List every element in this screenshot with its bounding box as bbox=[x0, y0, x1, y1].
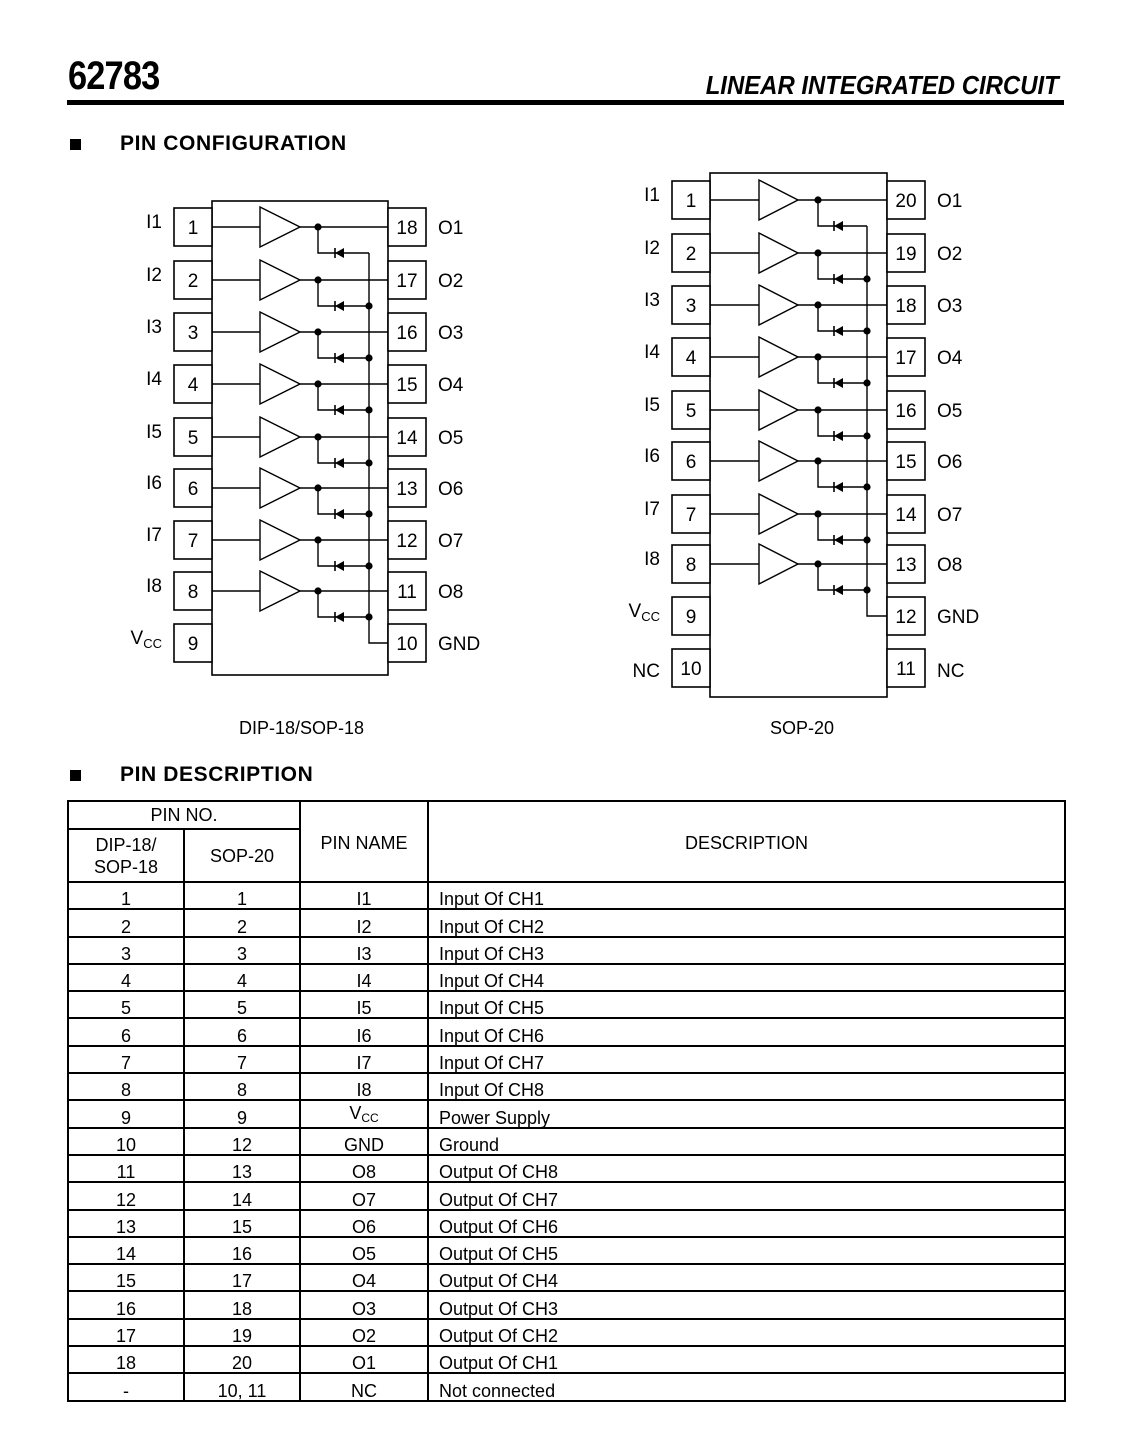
pin-label bbox=[644, 342, 660, 363]
dip18-caption: DIP-18/SOP-18 bbox=[239, 718, 365, 738]
header-description: DESCRIPTION bbox=[428, 801, 1065, 882]
diode-icon bbox=[834, 326, 843, 336]
cell-pin-name: O6 bbox=[300, 1210, 428, 1237]
cell-description: Input Of CH4 bbox=[428, 964, 1065, 991]
cell-dip18-pin: 5 bbox=[68, 991, 184, 1018]
buffer-icon bbox=[759, 180, 798, 220]
buffer-icon bbox=[260, 260, 300, 300]
cell-sop20-pin: 6 bbox=[184, 1018, 300, 1045]
cell-pin-name: O4 bbox=[300, 1264, 428, 1291]
pin-number: 6 bbox=[187, 479, 199, 500]
pin-label-main: V bbox=[628, 601, 642, 622]
cell-pin-name: I5 bbox=[300, 991, 428, 1018]
pin-label bbox=[629, 601, 660, 624]
buffer-icon bbox=[260, 571, 300, 611]
cell-pin-name: I3 bbox=[300, 937, 428, 964]
header-sop20: SOP-20 bbox=[184, 829, 300, 882]
pin-number: 3 bbox=[685, 296, 697, 317]
pin-label bbox=[644, 446, 660, 467]
pin-label bbox=[633, 661, 660, 682]
cell-sop20-pin: 9 bbox=[184, 1100, 300, 1127]
pin-label bbox=[146, 265, 162, 286]
cell-pin-name: I7 bbox=[300, 1046, 428, 1073]
cell-pin-name: I8 bbox=[300, 1073, 428, 1100]
cell-description: Ground bbox=[428, 1128, 1065, 1155]
pin-label bbox=[146, 317, 162, 338]
buffer-icon bbox=[260, 520, 300, 560]
cell-description: Input Of CH1 bbox=[428, 882, 1065, 909]
cell-description: Power Supply bbox=[428, 1100, 1065, 1127]
sop20-caption: SOP-20 bbox=[770, 718, 835, 738]
pin-number: 5 bbox=[187, 428, 199, 449]
pin-label-main: I3 bbox=[644, 290, 660, 311]
pin-number: 3 bbox=[187, 323, 199, 344]
pin-number: 13 bbox=[895, 555, 917, 576]
table-row bbox=[68, 882, 1065, 909]
pin-number: 1 bbox=[187, 218, 199, 239]
pin-label: O5 bbox=[937, 401, 963, 422]
pin-label-main: I8 bbox=[644, 549, 660, 570]
pin-label bbox=[644, 185, 660, 206]
cell-dip18-pin: 8 bbox=[68, 1073, 184, 1100]
diode-icon bbox=[335, 405, 344, 415]
pin-label-main: I4 bbox=[146, 369, 162, 390]
pin-label-main: I4 bbox=[644, 342, 660, 363]
cell-dip18-pin: 10 bbox=[68, 1128, 184, 1155]
pin-label: O7 bbox=[438, 531, 464, 552]
cell-dip18-pin: 12 bbox=[68, 1182, 184, 1209]
cell-pin-name: GND bbox=[300, 1128, 428, 1155]
pin-number: 2 bbox=[187, 271, 199, 292]
cell-description: Input Of CH3 bbox=[428, 937, 1065, 964]
table-row bbox=[68, 1073, 1065, 1100]
cell-sop20-pin: 4 bbox=[184, 964, 300, 991]
document-category: LINEAR INTEGRATED CIRCUIT bbox=[705, 70, 1059, 100]
cell-pin-name: O1 bbox=[300, 1346, 428, 1373]
pin-label: O1 bbox=[937, 191, 963, 212]
pin-number: 11 bbox=[896, 659, 916, 680]
table-row bbox=[68, 1264, 1065, 1291]
cell-dip18-pin: 4 bbox=[68, 964, 184, 991]
cell-description: Input Of CH7 bbox=[428, 1046, 1065, 1073]
buffer-icon bbox=[759, 544, 798, 584]
pin-label-main: I2 bbox=[644, 238, 660, 259]
cell-dip18-pin: 9 bbox=[68, 1100, 184, 1127]
pin-number: 11 bbox=[397, 582, 417, 603]
pin-label: O4 bbox=[937, 348, 963, 369]
pin-label bbox=[644, 238, 660, 259]
pin-label-main: I8 bbox=[146, 576, 162, 597]
pin-number: 9 bbox=[187, 634, 199, 655]
cell-sop20-pin: 5 bbox=[184, 991, 300, 1018]
cell-dip18-pin: 3 bbox=[68, 937, 184, 964]
buffer-icon bbox=[759, 233, 798, 273]
table-row bbox=[68, 1373, 1065, 1400]
pin-number: 1 bbox=[685, 191, 697, 212]
pin-number: 2 bbox=[685, 244, 697, 265]
header-pin-name: PIN NAME bbox=[300, 801, 428, 882]
pin-label: O1 bbox=[438, 218, 464, 239]
diode-icon bbox=[834, 482, 843, 492]
pin-label: O2 bbox=[438, 271, 464, 292]
pin-number: 4 bbox=[685, 348, 697, 369]
table-row bbox=[68, 1237, 1065, 1264]
pin-label-subscript: CC bbox=[641, 609, 660, 624]
pin-label-main: I1 bbox=[146, 212, 162, 233]
pin-label-main: I3 bbox=[146, 317, 162, 338]
buffer-icon bbox=[260, 207, 300, 247]
pin-number: 10 bbox=[680, 659, 702, 680]
cell-sop20-pin: 2 bbox=[184, 909, 300, 936]
table-row bbox=[68, 1291, 1065, 1318]
diode-icon bbox=[335, 612, 344, 622]
buffer-icon bbox=[759, 285, 798, 325]
pin-label-main: NC bbox=[632, 661, 660, 682]
table-row bbox=[68, 1210, 1065, 1237]
buffer-icon bbox=[759, 494, 798, 534]
pin-number: 4 bbox=[187, 375, 199, 396]
buffer-icon bbox=[759, 390, 798, 430]
ic-body bbox=[212, 201, 388, 675]
cell-sop20-pin: 20 bbox=[184, 1346, 300, 1373]
pin-number: 15 bbox=[895, 452, 917, 473]
pin-label-main: V bbox=[130, 628, 144, 649]
pin-number: 8 bbox=[685, 555, 697, 576]
sop20-diagram bbox=[629, 173, 980, 697]
pin-number: 18 bbox=[895, 296, 917, 317]
cell-dip18-pin: 16 bbox=[68, 1291, 184, 1318]
cell-description: Output Of CH6 bbox=[428, 1210, 1065, 1237]
pin-description-table bbox=[67, 800, 1066, 1402]
cell-description: Output Of CH2 bbox=[428, 1319, 1065, 1346]
pin-label bbox=[146, 422, 162, 443]
diode-icon bbox=[335, 353, 344, 363]
pin-number: 15 bbox=[396, 375, 418, 396]
cell-dip18-pin: 11 bbox=[68, 1155, 184, 1182]
cell-pin-name: O2 bbox=[300, 1319, 428, 1346]
section-title-pin-description: PIN DESCRIPTION bbox=[120, 763, 314, 786]
pin-label: O8 bbox=[937, 555, 963, 576]
cell-sop20-pin: 7 bbox=[184, 1046, 300, 1073]
gnd-rail bbox=[867, 226, 887, 616]
pin-label: O4 bbox=[438, 375, 464, 396]
pin-number: 16 bbox=[396, 323, 418, 344]
pin-number: 8 bbox=[187, 582, 199, 603]
pin-number: 9 bbox=[685, 607, 697, 628]
cell-description: Output Of CH7 bbox=[428, 1182, 1065, 1209]
cell-pin-name: I4 bbox=[300, 964, 428, 991]
pin-number: 17 bbox=[895, 348, 917, 369]
cell-pin-name: O8 bbox=[300, 1155, 428, 1182]
pin-label-main: I1 bbox=[644, 185, 660, 206]
cell-sop20-pin: 1 bbox=[184, 882, 300, 909]
pin-label: O3 bbox=[438, 323, 464, 344]
pin-label-main: I2 bbox=[146, 265, 162, 286]
table-row bbox=[68, 909, 1065, 936]
pin-number: 12 bbox=[396, 531, 418, 552]
pin-number: 13 bbox=[396, 479, 418, 500]
table-row bbox=[68, 1128, 1065, 1155]
cell-description: Output Of CH1 bbox=[428, 1346, 1065, 1373]
cell-dip18-pin: 7 bbox=[68, 1046, 184, 1073]
dip18-diagram bbox=[131, 201, 481, 675]
cell-pin-name: NC bbox=[300, 1373, 428, 1400]
diode-icon bbox=[834, 535, 843, 545]
pin-label bbox=[146, 525, 162, 546]
pin-number: 7 bbox=[187, 531, 199, 552]
diode-icon bbox=[834, 378, 843, 388]
pin-number: 7 bbox=[685, 505, 697, 526]
pin-label-subscript: CC bbox=[143, 636, 162, 651]
pin-label-main: I6 bbox=[146, 473, 162, 494]
part-number: 62783 bbox=[68, 54, 160, 98]
gnd-rail bbox=[369, 253, 388, 643]
pin-label: O6 bbox=[438, 479, 464, 500]
pin-label: O8 bbox=[438, 582, 464, 603]
header-dip18-line1: DIP-18/ bbox=[95, 834, 157, 855]
cell-description: Input Of CH8 bbox=[428, 1073, 1065, 1100]
cell-sop20-pin: 17 bbox=[184, 1264, 300, 1291]
pin-name-subscript: CC bbox=[361, 1110, 379, 1125]
buffer-icon bbox=[260, 364, 300, 404]
diode-icon bbox=[335, 561, 344, 571]
buffer-icon bbox=[759, 441, 798, 481]
ic-body bbox=[710, 173, 887, 697]
cell-dip18-pin: 17 bbox=[68, 1319, 184, 1346]
pin-label: O6 bbox=[937, 452, 963, 473]
pin-label-main: I7 bbox=[644, 499, 660, 520]
pin-label-main: I5 bbox=[146, 422, 162, 443]
diode-icon bbox=[335, 509, 344, 519]
header-dip18-line2: SOP-18 bbox=[93, 856, 159, 877]
cell-sop20-pin: 10, 11 bbox=[184, 1373, 300, 1400]
pin-number: 20 bbox=[895, 191, 917, 212]
cell-dip18-pin: 1 bbox=[68, 882, 184, 909]
table-row bbox=[68, 1319, 1065, 1346]
cell-sop20-pin: 8 bbox=[184, 1073, 300, 1100]
table-row bbox=[68, 937, 1065, 964]
pin-number: 14 bbox=[396, 428, 418, 449]
pin-number: 14 bbox=[895, 505, 917, 526]
pin-label bbox=[644, 290, 660, 311]
buffer-icon bbox=[260, 312, 300, 352]
buffer-icon bbox=[759, 337, 798, 377]
cell-dip18-pin: 6 bbox=[68, 1018, 184, 1045]
pin-label bbox=[644, 499, 660, 520]
pin-label: O5 bbox=[438, 428, 464, 449]
pin-label-main: I7 bbox=[146, 525, 162, 546]
pin-label bbox=[644, 395, 660, 416]
table-row bbox=[68, 964, 1065, 991]
diode-icon bbox=[834, 431, 843, 441]
pin-label: O3 bbox=[937, 296, 963, 317]
cell-description: Output Of CH8 bbox=[428, 1155, 1065, 1182]
cell-description: Not connected bbox=[428, 1373, 1065, 1400]
cell-sop20-pin: 16 bbox=[184, 1237, 300, 1264]
cell-dip18-pin: - bbox=[68, 1373, 184, 1400]
cell-description: Input Of CH5 bbox=[428, 991, 1065, 1018]
buffer-icon bbox=[260, 417, 300, 457]
cell-pin-name: I2 bbox=[300, 909, 428, 936]
cell-pin-name: I1 bbox=[300, 882, 428, 909]
cell-dip18-pin: 18 bbox=[68, 1346, 184, 1373]
diode-icon bbox=[335, 248, 344, 258]
cell-dip18-pin: 2 bbox=[68, 909, 184, 936]
table-row bbox=[68, 1018, 1065, 1045]
cell-sop20-pin: 3 bbox=[184, 937, 300, 964]
pin-number: 16 bbox=[895, 401, 917, 422]
pin-label: O2 bbox=[937, 244, 963, 265]
pin-number: 10 bbox=[396, 634, 418, 655]
cell-pin-name: O5 bbox=[300, 1237, 428, 1264]
pin-number: 17 bbox=[396, 271, 418, 292]
pin-label bbox=[146, 473, 162, 494]
diode-icon bbox=[335, 301, 344, 311]
cell-description: Output Of CH5 bbox=[428, 1237, 1065, 1264]
cell-sop20-pin: 12 bbox=[184, 1128, 300, 1155]
cell-description: Output Of CH3 bbox=[428, 1291, 1065, 1318]
table-row bbox=[68, 991, 1065, 1018]
cell-description: Output Of CH4 bbox=[428, 1264, 1065, 1291]
pin-number: 5 bbox=[685, 401, 697, 422]
buffer-icon bbox=[260, 468, 300, 508]
pin-label: GND bbox=[438, 634, 481, 655]
pin-label bbox=[146, 212, 162, 233]
pin-label: NC bbox=[937, 661, 965, 682]
pin-label bbox=[131, 628, 162, 651]
section-bullet-icon bbox=[70, 770, 81, 781]
table-row bbox=[68, 1182, 1065, 1209]
cell-dip18-pin: 13 bbox=[68, 1210, 184, 1237]
diode-icon bbox=[834, 585, 843, 595]
table-row bbox=[68, 1100, 1065, 1127]
table-row bbox=[68, 1046, 1065, 1073]
diode-icon bbox=[834, 274, 843, 284]
pin-label: GND bbox=[937, 607, 980, 628]
cell-pin-name: O3 bbox=[300, 1291, 428, 1318]
table-row bbox=[68, 1155, 1065, 1182]
cell-sop20-pin: 18 bbox=[184, 1291, 300, 1318]
pin-name-main: V bbox=[349, 1102, 362, 1123]
cell-pin-name bbox=[300, 1100, 428, 1127]
pin-number: 6 bbox=[685, 452, 697, 473]
cell-dip18-pin: 15 bbox=[68, 1264, 184, 1291]
diode-icon bbox=[335, 458, 344, 468]
cell-dip18-pin: 14 bbox=[68, 1237, 184, 1264]
pin-label bbox=[644, 549, 660, 570]
header-dip18 bbox=[68, 829, 184, 882]
pin-label bbox=[146, 369, 162, 390]
pin-label-main: I6 bbox=[644, 446, 660, 467]
pin-number: 12 bbox=[895, 607, 917, 628]
cell-pin-name: O7 bbox=[300, 1182, 428, 1209]
header-pin-no: PIN NO. bbox=[68, 801, 300, 829]
cell-sop20-pin: 13 bbox=[184, 1155, 300, 1182]
pin-number: 18 bbox=[396, 218, 418, 239]
cell-sop20-pin: 15 bbox=[184, 1210, 300, 1237]
section-title-pin-configuration: PIN CONFIGURATION bbox=[120, 132, 347, 155]
pin-label-main: I5 bbox=[644, 395, 660, 416]
diode-icon bbox=[834, 221, 843, 231]
pin-label bbox=[146, 576, 162, 597]
cell-sop20-pin: 14 bbox=[184, 1182, 300, 1209]
pin-label: O7 bbox=[937, 505, 963, 526]
pin-number: 19 bbox=[895, 244, 917, 265]
cell-description: Input Of CH2 bbox=[428, 909, 1065, 936]
cell-sop20-pin: 19 bbox=[184, 1319, 300, 1346]
table-row bbox=[68, 1346, 1065, 1373]
cell-pin-name: I6 bbox=[300, 1018, 428, 1045]
cell-description: Input Of CH6 bbox=[428, 1018, 1065, 1045]
